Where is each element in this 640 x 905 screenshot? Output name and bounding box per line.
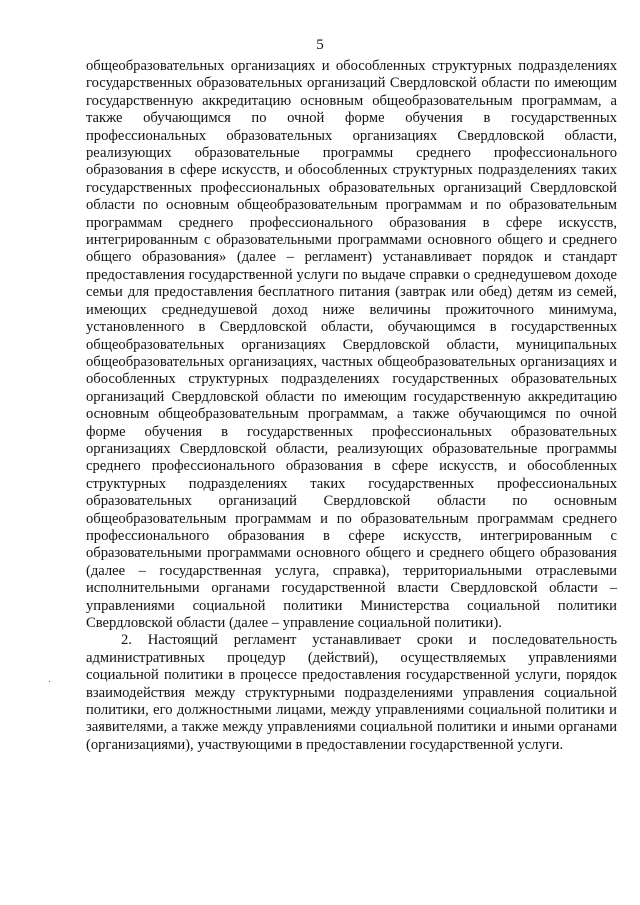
page-number: 5 [316,37,324,53]
paragraph-item-2: 2. Настоящий регламент устанавливает сроки и последовательность административных процедур (действий), осуществляемых управлениями социальной политики в процессе предоставления государственной услуги, порядок взаимодействия между структурными подразделениями управления социальной политики, его должностными лицами, между управлениями социальной политики и заявителями, а также между управлениями социальной политики и иными органами (организациями), участвующими в предоставлении государственной услуги. [86,632,617,753]
document-body [86,58,617,754]
margin-mark: · [48,677,52,688]
paragraph-continuation: общеобразовательных организациях и обособленных структурных подразделениях государственных образовательных организаций Свердловской области по имеющим государственную аккредитацию основным общеобразовательным программам, а также обучающимся по очной форме обучения в государственных профессиональных образовательных организациях Свердловской области, реализующих образовательные программы среднего профессионального образования в сфере искусств, и обособленных структурных подразделениях таких государственных профессиональных образовательных организаций Свердловской области по основным общеобразовательным программам и по образовательным программам среднего профессионального образования в сфере искусств, интегрированным с образовательными программами основного общего и среднего общего образования» (далее – регламент) устанавливает порядок и стандарт предоставления государственной услуги по выдаче справки о среднедушевом доходе семьи для предоставления бесплатного питания (завтрак или обед) детям из семей, имеющих среднедушевой доход ниже величины прожиточного минимума, установленного в Свердловской области, обучающимся в государственных общеобразовательных организациях Свердловской области, муниципальных общеобразовательных организациях, частных общеобразовательных организациях и обособленных структурных подразделениях государственных образовательных организаций Свердловской области по имеющим государственную аккредитацию основным общеобразовательным программам, а также обучающимся по очной форме обучения в государственных профессиональных образовательных организациях Свердловской области, реализующих образовательные программы среднего профессионального образования в сфере искусств, и обособленных структурных подразделениях таких государственных профессиональных образовательных организаций Свердловской области по основным общеобразовательным программам и по образовательным программам среднего профессионального образования в сфере искусств, интегрированным с образовательными программами основного общего и среднего общего образования (далее – государственная услуга, справка), территориальными отраслевыми исполнительными органами государственной власти Свердловской области – управлениями социальной политики Министерства социальной политики Свердловской области (далее – управление социальной политики). [86,58,617,631]
